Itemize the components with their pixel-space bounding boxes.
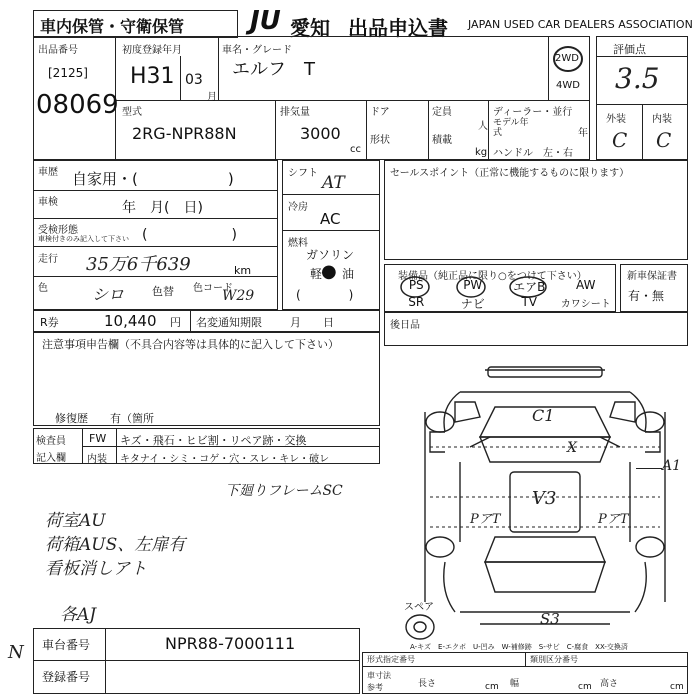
fuel-gasoline: ガソリン (306, 248, 355, 262)
fuel-diesel: 油 (342, 267, 355, 281)
handwritten-note-1: 下廻りフレームSC (225, 483, 343, 499)
drive-2wd-circle-mark (552, 44, 586, 74)
notes-label: 注意事項申告欄（不具合内容等は具体的に記入して下さい） (42, 338, 339, 351)
mileage-label: 走行 (38, 254, 58, 265)
displacement: 3000 (300, 124, 341, 143)
damage-legend: A-キズ E-エクボ U-凹み W-補修跡 S-サビ C-腐食 XX-交換済 (410, 643, 628, 651)
storage-type-box (33, 10, 238, 38)
interior-check-items: キタナイ・シミ・コゲ・穴・スレ・キレ・破レ (120, 454, 330, 465)
receipt-value: ( ) (142, 227, 237, 243)
equipment-pw: PW (463, 278, 483, 292)
handwritten-note-4: 看板消しアト (45, 559, 147, 579)
equipment-leather-seat: カワシート (560, 299, 611, 310)
color-label: 色 (38, 283, 48, 294)
length-unit: cm (485, 682, 499, 692)
displacement-unit: cc (350, 144, 361, 155)
inspection-value: 年 月( 日) (122, 200, 203, 216)
damage-mark-c1: C1 (532, 406, 555, 425)
inspector-label-1: 検査員 (36, 436, 66, 447)
sales-point-label: セールスポイント（正常に機能するものに限ります） (390, 168, 630, 179)
attach-label: 後日品 (390, 320, 420, 331)
fuel-label: 燃料 (288, 238, 308, 249)
equipment-label: 装備品（純正品に限り○をつけて下さい） (398, 271, 587, 282)
handwritten-note-2: 荷室AU (45, 511, 106, 531)
equipment-airbag: エアB (513, 280, 546, 294)
ac-label: 冷房 (288, 202, 308, 213)
width-unit: cm (578, 682, 592, 692)
handwritten-note-5: 各AJ (60, 605, 97, 625)
registration-month-unit: 月 (207, 92, 217, 103)
lot-sub-code: [2125] (48, 66, 88, 80)
ju-logo: JU (250, 6, 281, 36)
ac-value: AC (320, 210, 341, 228)
drive-4wd: 4WD (556, 80, 580, 91)
damage-mark-x: X (567, 440, 577, 456)
capacity-label: 定員 (432, 107, 452, 118)
color-value: シロ (92, 285, 125, 304)
handle-label: ハンドル 左・右 (493, 148, 573, 159)
drive-2wd: 2WD (555, 53, 579, 64)
margin-mark: N (8, 642, 24, 663)
vehicle-name-label: 車名・グレード (222, 45, 292, 56)
form-title: 出品申込書 (348, 16, 448, 40)
attach-box (384, 312, 688, 346)
damage-mark-left: PアT (470, 512, 501, 527)
grade-label: 評価点 (613, 43, 646, 56)
color-change-label: 色替 (152, 285, 174, 298)
dealer-label: ディーラー・並行 (493, 107, 573, 118)
grade-score: 3.5 (615, 62, 660, 95)
model-year-unit: 年 (578, 128, 588, 139)
equipment-ps: PS (408, 278, 424, 292)
chassis-label: 車台番号 (42, 638, 91, 652)
length-label: 長さ (418, 679, 437, 689)
capacity-unit: 人 (478, 121, 488, 132)
displacement-label: 排気量 (280, 107, 310, 118)
storage-type: 車内保管・守衛保管 (40, 17, 185, 36)
fuel-paren: ( ) (296, 288, 354, 302)
width-label: 幅 (510, 679, 520, 689)
load-unit: kg (475, 147, 488, 158)
model-code: 2RG-NPR88N (132, 124, 237, 143)
lot-number: 08069 (36, 90, 119, 120)
handwritten-note-3: 荷箱AUS、左扉有 (45, 535, 186, 555)
size-label: 車寸法 (367, 671, 391, 680)
type-cert-label: 形式指定番号 (367, 655, 415, 664)
warranty-value: 有・無 (628, 289, 665, 303)
receipt-label: 受検形態 (38, 225, 78, 236)
shift-value: AT (322, 173, 345, 193)
damage-mark-a1: A1 (662, 458, 682, 474)
model-year-label: モデル年式 (493, 118, 529, 138)
equipment-navi: ナビ (460, 297, 485, 311)
color-code: W29 (222, 288, 255, 304)
damage-pointer-line (636, 468, 662, 469)
damage-mark-s3: S3 (540, 610, 560, 628)
interior-label: 内装 (652, 114, 672, 125)
registration-month: 03 (185, 72, 203, 88)
damage-mark-right: PアT (598, 512, 629, 527)
repair-history-label: 修復歴 有（箇所 (55, 412, 154, 425)
history-label: 車歴 (38, 167, 58, 178)
color-code-label: 色コード (193, 283, 233, 294)
exterior-label: 外装 (606, 114, 626, 125)
fw-label: FW (89, 432, 107, 445)
deadline-label: 名変通知期限 (196, 316, 262, 329)
receipt-note: 車検付きのみ記入して下さい (38, 235, 129, 243)
chassis-number: NPR88-7000111 (165, 634, 296, 653)
equipment-circle-marks (388, 276, 578, 298)
tax-unit: 円 (170, 316, 181, 329)
load-label: 積載 (432, 135, 452, 146)
equipment-aw: AW (576, 278, 596, 292)
exterior-grade: C (612, 128, 628, 152)
interior-grade: C (656, 128, 672, 152)
mileage-unit: km (234, 264, 252, 277)
shape-label: 形状 (370, 135, 390, 146)
tax-label: R券 (40, 316, 59, 329)
spare-label: スペア (404, 602, 434, 613)
fuel-mid: 軽 (310, 267, 323, 281)
equipment-sr: SR (408, 295, 425, 309)
registration-number-label: 登録番号 (42, 670, 91, 684)
inspection-label: 車検 (38, 197, 58, 208)
height-label: 高さ (600, 679, 619, 689)
fw-items: キズ・飛石・ヒビ割・リペア跡・交換 (120, 434, 307, 447)
equipment-tv: TV (521, 295, 538, 309)
association-name: JAPAN USED CAR DEALERS ASSOCIATION (468, 18, 693, 31)
org-name: 愛知 (290, 16, 330, 40)
lot-number-label: 出品番号 (38, 45, 78, 56)
fuel-circled: ● (321, 261, 337, 282)
height-unit: cm (670, 682, 684, 692)
first-registration-label: 初度登録年月 (122, 45, 182, 56)
class-num-label: 類別区分番号 (530, 655, 578, 664)
shift-label: シフト (288, 168, 318, 179)
registration-year: H31 (130, 64, 175, 89)
mileage-value: 35万6千639 (86, 254, 191, 275)
interior-check-label: 内装 (87, 454, 107, 465)
ref-label: 参考 (367, 683, 383, 692)
inspector-label-2: 記入欄 (36, 453, 66, 464)
history-value: 自家用・( ) (72, 170, 234, 188)
model-label: 型式 (122, 107, 142, 118)
door-label: ドア (370, 107, 390, 118)
vehicle-name: エルフ T (232, 59, 315, 80)
damage-mark-v3: V3 (532, 488, 557, 509)
deadline-value: 月 日 (290, 316, 334, 329)
tax-amount: 10,440 (104, 312, 157, 330)
warranty-label: 新車保証書 (627, 271, 677, 282)
